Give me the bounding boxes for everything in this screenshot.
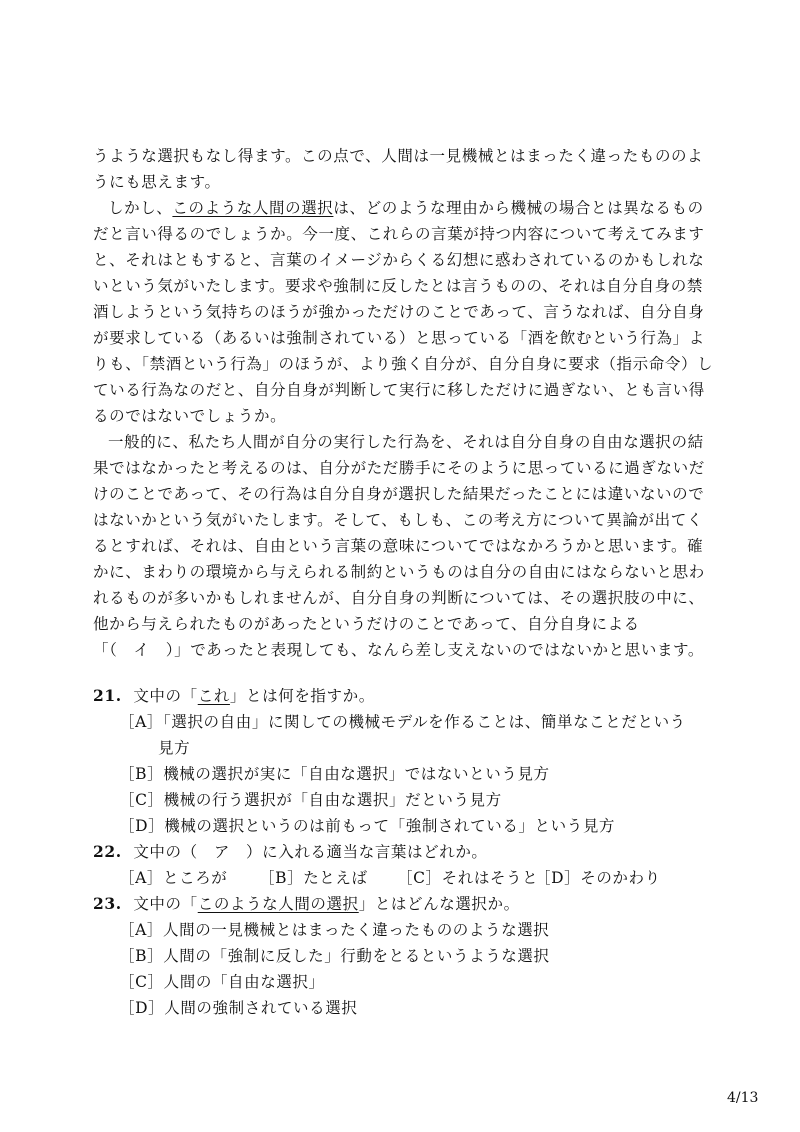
- underlined-word-kore: これ: [197, 687, 230, 705]
- option-22-b: ［B］たとえば: [259, 869, 368, 887]
- passage-line-15: はないかという気がいたします。そして、もしも、この考え方について異論が出てく: [93, 511, 703, 529]
- passage-line-20: 「（ イ ）」であったと表現しても、なんら差し支えないのではないかと思います。: [93, 641, 705, 659]
- passage-line-18: れるものが多いかもしれませんが、自分自身の判断については、その選択肢の中に、: [93, 589, 705, 607]
- question-23-pre: 文中の「: [133, 895, 198, 913]
- option-22-d: ［D］そのかわり: [535, 869, 661, 887]
- underlined-phrase-human-choice: このような人間の選択: [172, 199, 334, 217]
- option-22-c: ［C］それはそうと: [397, 869, 539, 887]
- passage-line-9: りも、「禁酒という行為」のほうが、より強く自分が、自分自身に要求（指示命令）し: [93, 355, 714, 373]
- option-23-a: ［A］人間の一見機械とはまったく違ったもののような選択: [119, 921, 550, 939]
- question-21-pre: 文中の「: [133, 687, 198, 705]
- question-23-post: 」とはどんな選択か。: [358, 895, 520, 913]
- option-23-d: ［D］人間の強制されている選択: [119, 999, 358, 1017]
- passage-line-17: かに、まわりの環境から与えられる制約というものは自分の自由にはならないと思わ: [93, 563, 705, 581]
- question-22-text: 文中の（ ア ）に入れる適当な言葉はどれか。: [133, 843, 488, 861]
- option-21-d: ［D］機械の選択というのは前もって「強制されている」という見方: [119, 817, 616, 835]
- passage-line-16: るとすれば、それは、自由という言葉の意味についてではなかろうかと思います。確: [93, 537, 704, 555]
- passage-line-3-pre: しかし、: [108, 199, 173, 217]
- passage-line-10: ている行為なのだと、自分自身が判断して実行に移しただけに過ぎない、とも言い得: [93, 381, 705, 399]
- passage-line-5: と、それはともすると、言葉のイメージからくる幻想に惑わされているのかもしれな: [93, 251, 705, 269]
- passage-line-6: いという気がいたします。要求や強制に反したとは言うものの、それは自分自身の禁: [93, 277, 703, 295]
- question-23-stem: [93, 894, 520, 914]
- question-number: 23.: [93, 894, 122, 913]
- passage-line-11: るのではないでしょうか。: [93, 407, 287, 425]
- option-21-b: ［B］機械の選択が実に「自由な選択」ではないという見方: [119, 765, 550, 783]
- passage-line-1: うような選択もなし得ます。この点で、人間は一見機械とはまったく違ったもののよ: [93, 147, 704, 165]
- question-21-post: 」とは何を指すか。: [229, 687, 375, 705]
- passage-line-12: 一般的に、私たち人間が自分の実行した行為を、それは自分自身の自由な選択の結: [108, 433, 704, 451]
- passage-line-2: うにも思えます。: [93, 173, 221, 191]
- option-21-c: ［C］機械の行う選択が「自由な選択」だという見方: [119, 791, 502, 809]
- page-number: 4/13: [727, 1090, 759, 1106]
- passage-line-14: けのことであって、その行為は自分自身が選択した結果だったことには違いないので: [93, 485, 705, 503]
- underlined-phrase-human-choice-q23: このような人間の選択: [197, 895, 359, 913]
- passage-line-3: [108, 198, 704, 218]
- passage-line-3-post: は、どのような理由から機械の場合とは異なるもの: [333, 199, 704, 217]
- option-23-c: ［C］人間の「自由な選択」: [119, 973, 325, 991]
- question-number: 22.: [93, 842, 122, 861]
- passage-line-8: が要求している（あるいは強制されている）と思っている「酒を飲むという行為」よ: [93, 329, 705, 347]
- question-number: 21.: [93, 686, 122, 705]
- option-23-b: ［B］人間の「強制に反した」行動をとるというような選択: [119, 947, 550, 965]
- passage-line-13: 果ではなかったと考えるのは、自分がただ勝手にそのように思っているに過ぎないだ: [93, 459, 705, 477]
- option-22-a: ［A］ところが: [119, 869, 228, 887]
- option-21-a: ［A］「選択の自由」に関しての機械モデルを作ることは、簡単なことだという: [119, 713, 686, 731]
- option-21-a-continued: 見方: [158, 739, 191, 757]
- question-22-stem: [93, 842, 488, 862]
- passage-line-19: 他から与えられたものがあったというだけのことであって、自分自身による: [93, 615, 640, 633]
- question-21-stem: [93, 686, 375, 706]
- passage-line-7: 酒しようという気持ちのほうが強かっただけのことであって、言うなれば、自分自身: [93, 303, 705, 321]
- passage-line-4: だと言い得るのでしょうか。今一度、これらの言葉が持つ内容について考えてみます: [93, 225, 705, 243]
